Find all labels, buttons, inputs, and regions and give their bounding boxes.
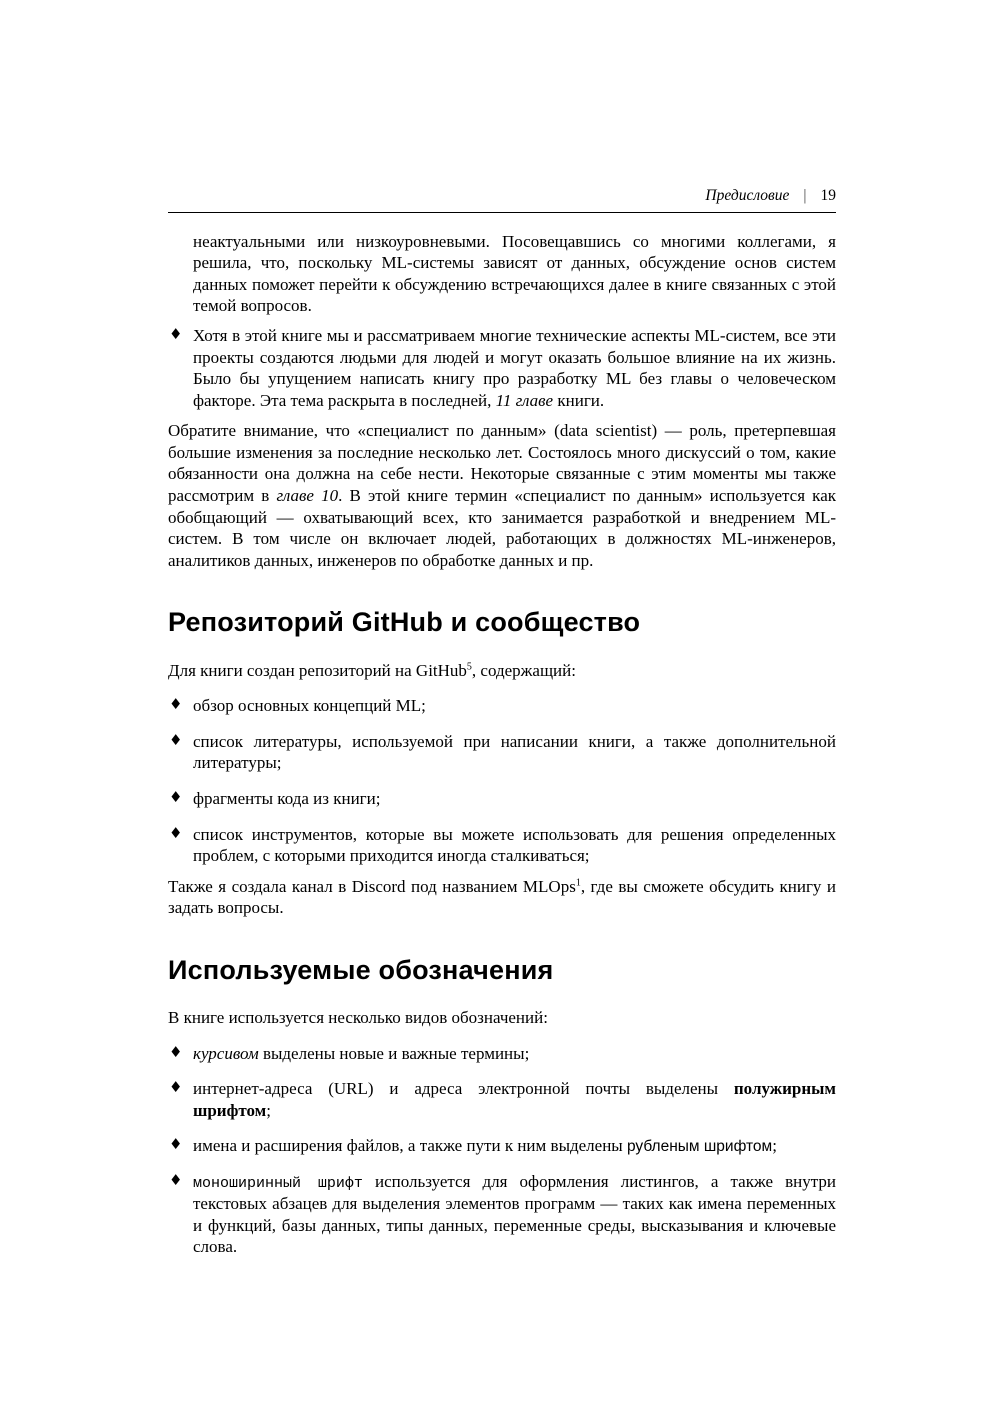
page-header [168,186,836,213]
bullet-diamond-icon: ♦ [169,1078,183,1097]
running-title: Предисловие [705,187,790,204]
bullet-diamond-icon: ♦ [169,695,183,714]
footnote-ref-github: 5 [466,660,472,672]
text-run-mono: моноширинный шрифт [193,1175,363,1193]
text-run-bold: полужирным шрифтом [193,1079,836,1120]
bullet-text [193,1171,836,1258]
text-run: используется для оформления листингов, а также внутри текстовых абзацев для выделения элементов программ — таких как имена переменных и функций, базы данных, типы данных, переменные среды, высказывания и ключевые слова. [193,1172,836,1257]
bullet-item-monospace-listings [168,1171,836,1258]
text-run: , где вы сможете обсудить книгу и задать вопросы. [168,876,836,918]
paragraph-discord [168,876,836,919]
text-run: Хотя в этой книге мы и рассматриваем многие технические аспекты ML-систем, все эти проекты создаются людьми для людей и могут оказать большое влияние на их жизнь. Было бы упущением написать книгу про разработку ML без главы о человеческом факторе. Эта тема раскрыта в последней, [193,325,836,410]
bullet-item-code-fragments [168,788,836,810]
bullet-text: фрагменты кода из книги; [193,788,381,808]
text-run-sans: рубленым шрифтом [626,1138,773,1156]
bullet-diamond-icon: ♦ [169,1135,183,1154]
text-run: выделены новые и важные термины; [258,1043,530,1063]
text-run: имена и расширения файлов, а также пути к ним выделены [193,1136,627,1156]
paragraph-continuation: неактуальными или низкоуровневыми. Посовещавшись со многими коллегами, я решила, что, поскольку ML-системы зависят от данных, обсуждение основ систем данных поможет перейти к обсуждению встречающихся далее в книге связанных с этой темой вопросов. [193,231,836,316]
text-run: Обратите внимание, что «специалист по данным» (data scientist) — роль, претерпевшая большие изменения за последние несколько лет. Состоялось много дискуссий о том, какие обязанности она должна на себе нести. Некоторые связанные с этим моменты мы также рассмотрим в [168,421,836,506]
text-run-italic: курсивом [193,1043,259,1063]
bullet-text [193,325,836,411]
bullet-diamond-icon: ♦ [169,1042,183,1061]
text-run: . В этой книге термин «специалист по данным» используется как обобщающий — охватывающий всех, кто занимается разработкой и внедрением ML-систем. В том числе он включает людей, работающих в должностях ML-инженеров, аналитиков данных, инженеров по обработке данных и пр. [168,486,836,570]
text-run: Для книги создан репозиторий на GitHub [168,660,467,680]
bullet-text: обзор основных концепций ML; [193,696,426,716]
section-heading-conventions: Используемые обозначения [168,954,554,985]
bullet-text: список литературы, используемой при написании книги, а также дополнительной литературы; [193,731,836,773]
bullet-item-tools-list [168,824,836,867]
bullet-item-overview [168,695,836,717]
text-run: ; [772,1136,777,1156]
bullet-item-italic-terms [168,1043,836,1065]
page-number: 19 [820,187,836,204]
text-run: Также я создала канал в Discord под названием MLOps [168,876,576,896]
text-run: интернет-адреса (URL) и адреса электронной почты выделены [193,1079,734,1099]
bullet-diamond-icon: ♦ [169,324,183,343]
paragraph-github-lead [168,660,836,682]
paragraph-conventions-lead: В книге используется несколько видов обозначений: [168,1008,548,1028]
bullet-diamond-icon: ♦ [169,823,183,842]
text-run-italic: 11 главе [495,390,554,410]
text-run-italic: главе 10 [276,486,339,506]
bullet-text [193,1043,836,1065]
text-run: ; [266,1100,271,1120]
bullet-item-human-factor [168,325,836,411]
bullet-text [193,1135,836,1157]
bullet-diamond-icon: ♦ [169,1171,183,1190]
bullet-item-sans-filenames [168,1135,836,1157]
bullet-item-bold-urls [168,1078,836,1121]
text-run: , содержащий: [471,660,576,680]
text-run: книги. [553,390,605,410]
bullet-text: список инструментов, которые вы можете использовать для решения определенных проблем, с которыми приходится иногда сталкиваться; [193,824,836,866]
footnote-ref-discord: 1 [575,877,581,889]
header-separator: | [803,187,807,204]
section-heading-github: Репозиторий GitHub и сообщество [168,607,641,638]
bullet-diamond-icon: ♦ [169,787,183,806]
paragraph-data-scientist [168,420,836,571]
bullet-diamond-icon: ♦ [169,730,183,749]
bullet-item-literature [168,731,836,774]
bullet-text [193,1078,836,1121]
